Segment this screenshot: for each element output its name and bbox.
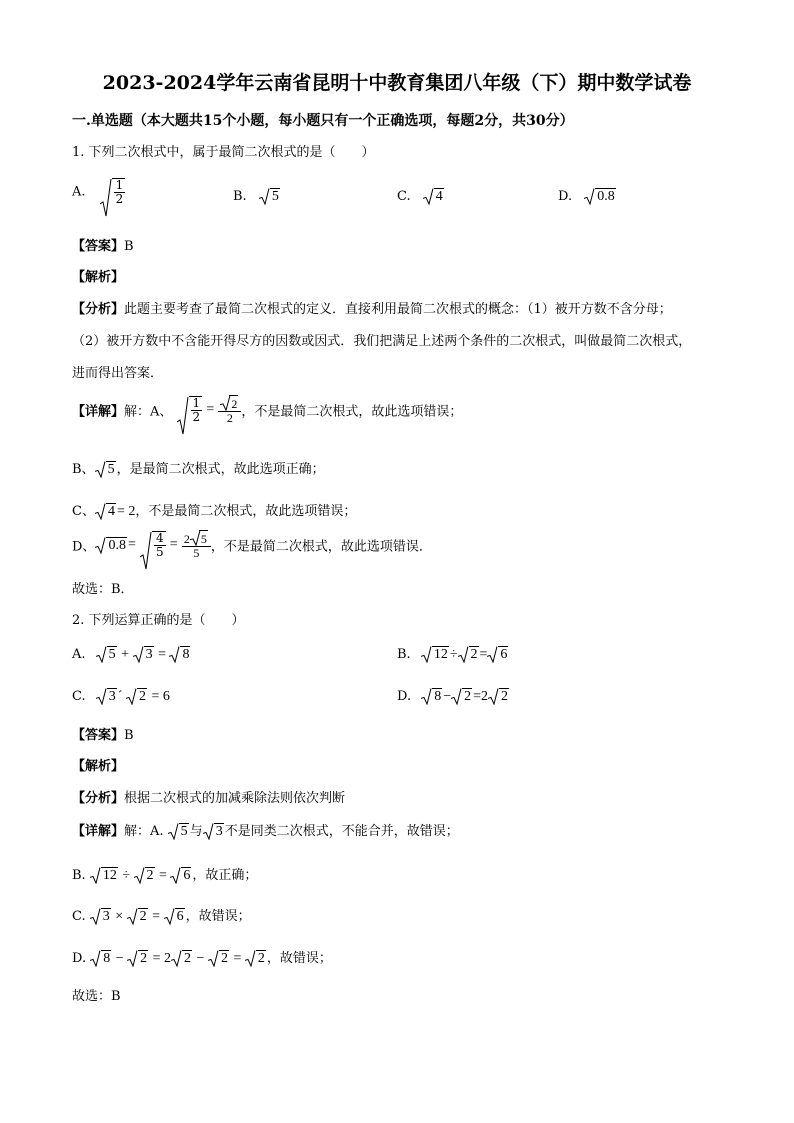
radical: 5 — [95, 461, 116, 478]
section-heading: 一.单选题（本大题共15个小题，每小题只有一个正确选项，每题2分，共30分） — [72, 113, 574, 129]
q1-option-b: B. 5 — [233, 189, 279, 204]
q1-analysis-label: 【解析】 — [72, 270, 125, 285]
q1-detail-a: 【详解】解：A、 $\frac{1}{2}$ = $\frac{2}{2}$ ，不是最简二次根式，故此选项错误； — [72, 395, 462, 425]
q1-option-d: D. 0.8 — [558, 189, 615, 204]
q1-detail-d: D、 0.8 = $\frac{4}{5}$ = 2 5 5 ，不是最简二次根式，故此选项错误． — [72, 530, 432, 560]
fraction: $\frac{2}{2}$ — [218, 395, 241, 425]
q1-option-c: C. 4 — [397, 189, 443, 204]
radical: 0.8 — [95, 537, 127, 554]
radical-frac: $\frac{4}{5}$ — [140, 531, 166, 559]
q2-choose: 故选：B — [72, 989, 121, 1004]
q1-answer: 【答案】B — [72, 239, 134, 254]
q1-detail-c: C、 4 = 2，不是最简二次根式，故此选项错误； — [72, 504, 357, 519]
q2-analysis-label: 【解析】 — [72, 759, 125, 774]
radical: 4 — [423, 188, 444, 205]
q2-answer: 【答案】B — [72, 728, 134, 743]
q2-detail-c: C. 3 × 2 = 6 ，故错误； — [72, 909, 251, 924]
page-title: 2023-2024学年云南省昆明十中教育集团八年级（下）期中数学试卷 — [102, 72, 692, 94]
radical: 4 — [95, 503, 116, 520]
q1-detail-b: B、 5 ，是最简二次根式，故此选项正确； — [72, 462, 325, 477]
q2-option-c: C. 3 ´ 2 = 6 — [72, 689, 170, 704]
q1-fenxi-line-3: 进而得出答案． — [72, 366, 164, 381]
q2-detail-a: 【详解】解：A. 5 与 3 不是同类二次根式，不能合并，故错误； — [72, 824, 459, 839]
q2-detail-b: B. 12 ÷ 2 = 6 ，故正确； — [72, 868, 258, 883]
q2-option-d: D. 8 − 2 =2 2 — [397, 689, 509, 704]
q2-option-b: B. 12 ÷ 2 = 6 — [397, 647, 508, 662]
q1-fenxi-line-2: （2）被开方数中不含能开得尽方的因数或因式．我们把满足上述两个条件的二次根式，叫做最简二次根式， — [72, 334, 692, 349]
q1-choose: 故选：B． — [72, 582, 134, 597]
q1-option-a — [72, 178, 125, 206]
fraction: 2 5 5 — [182, 530, 211, 560]
radical-frac: $\frac{1}{2}$ — [100, 178, 126, 206]
option-letter: A. — [72, 184, 86, 200]
q2-option-a: A. 5 + 3 = 8 — [72, 647, 190, 662]
q1-stem: 1. 下列二次根式中，属于最简二次根式的是（ ） — [72, 145, 375, 160]
q2-fenxi: 【分析】根据二次根式的加减乘除法则依次判断 — [72, 791, 346, 806]
q2-detail-d: D. 8 − 2 = 2 2 − 2 = 2 ，故错误； — [72, 951, 332, 966]
radical-frac: $\frac{1}{2}$ — [177, 396, 203, 424]
q2-stem: 2. 下列运算正确的是（ ） — [72, 613, 245, 628]
radical: 5 — [259, 188, 280, 205]
q1-fenxi-line-1: 【分析】此题主要考查了最简二次根式的定义．直接利用最简二次根式的概念：（1）被开方数不含分母； — [72, 302, 672, 317]
radical: 0.8 — [584, 188, 616, 205]
